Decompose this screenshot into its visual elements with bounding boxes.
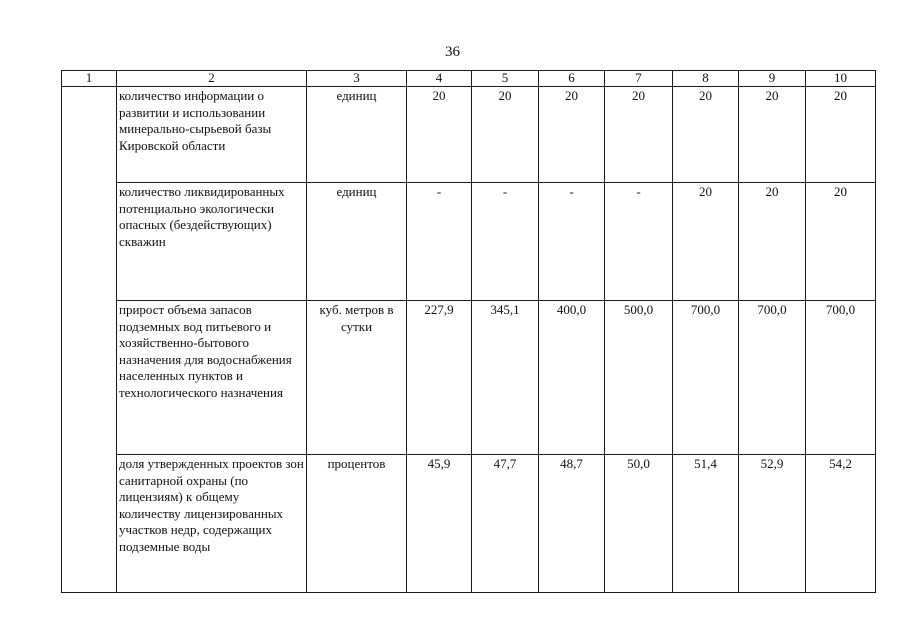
value-cell: 20 xyxy=(407,87,472,183)
column-header-10: 10 xyxy=(806,71,876,87)
column-header-5: 5 xyxy=(472,71,539,87)
value-cell: 50,0 xyxy=(605,455,673,593)
row-number-cell xyxy=(62,87,117,593)
value-cell: 20 xyxy=(673,183,739,301)
unit-cell: куб. метров в сутки xyxy=(307,301,407,455)
value-cell: 20 xyxy=(472,87,539,183)
value-cell: 47,7 xyxy=(472,455,539,593)
value-cell: 54,2 xyxy=(806,455,876,593)
table-row xyxy=(62,455,876,593)
column-header-7: 7 xyxy=(605,71,673,87)
indicator-name-cell: количество информации о развитии и использовании минерально-сырьевой базы Кировской области xyxy=(117,87,307,183)
value-cell: 51,4 xyxy=(673,455,739,593)
value-cell: 400,0 xyxy=(539,301,605,455)
value-cell: 20 xyxy=(539,87,605,183)
column-header-2: 2 xyxy=(117,71,307,87)
column-header-1: 1 xyxy=(62,71,117,87)
unit-cell: процентов xyxy=(307,455,407,593)
value-cell: - xyxy=(539,183,605,301)
value-cell: 20 xyxy=(739,183,806,301)
value-cell: 45,9 xyxy=(407,455,472,593)
value-cell: - xyxy=(605,183,673,301)
value-cell: 52,9 xyxy=(739,455,806,593)
table-header-row xyxy=(62,71,876,87)
unit-cell: единиц xyxy=(307,183,407,301)
indicator-name-cell: количество ликвидированных потенциально экологически опасных (бездействующих) скважин xyxy=(117,183,307,301)
value-cell: 20 xyxy=(739,87,806,183)
value-cell: 345,1 xyxy=(472,301,539,455)
indicator-name-cell: доля утвержденных проектов зон санитарной охраны (по лицензиям) к общему количеству лицензированных участков недр, содержащих подземные воды xyxy=(117,455,307,593)
value-cell: 227,9 xyxy=(407,301,472,455)
value-cell: 700,0 xyxy=(806,301,876,455)
value-cell: 20 xyxy=(605,87,673,183)
indicators-table xyxy=(61,70,876,593)
column-header-8: 8 xyxy=(673,71,739,87)
value-cell: 500,0 xyxy=(605,301,673,455)
column-header-9: 9 xyxy=(739,71,806,87)
value-cell: 700,0 xyxy=(673,301,739,455)
value-cell: 700,0 xyxy=(739,301,806,455)
indicator-name-cell: прирост объема запасов подземных вод питьевого и хозяйственно-бытового назначения для водоснабжения населенных пунктов и технологического назначения xyxy=(117,301,307,455)
value-cell: 48,7 xyxy=(539,455,605,593)
value-cell: - xyxy=(472,183,539,301)
value-cell: - xyxy=(407,183,472,301)
value-cell: 20 xyxy=(806,183,876,301)
table-row xyxy=(62,301,876,455)
value-cell: 20 xyxy=(806,87,876,183)
unit-cell: единиц xyxy=(307,87,407,183)
table-row xyxy=(62,87,876,183)
value-cell: 20 xyxy=(673,87,739,183)
column-header-6: 6 xyxy=(539,71,605,87)
column-header-4: 4 xyxy=(407,71,472,87)
column-header-3: 3 xyxy=(307,71,407,87)
page-number: 36 xyxy=(445,44,460,60)
table-row xyxy=(62,183,876,301)
